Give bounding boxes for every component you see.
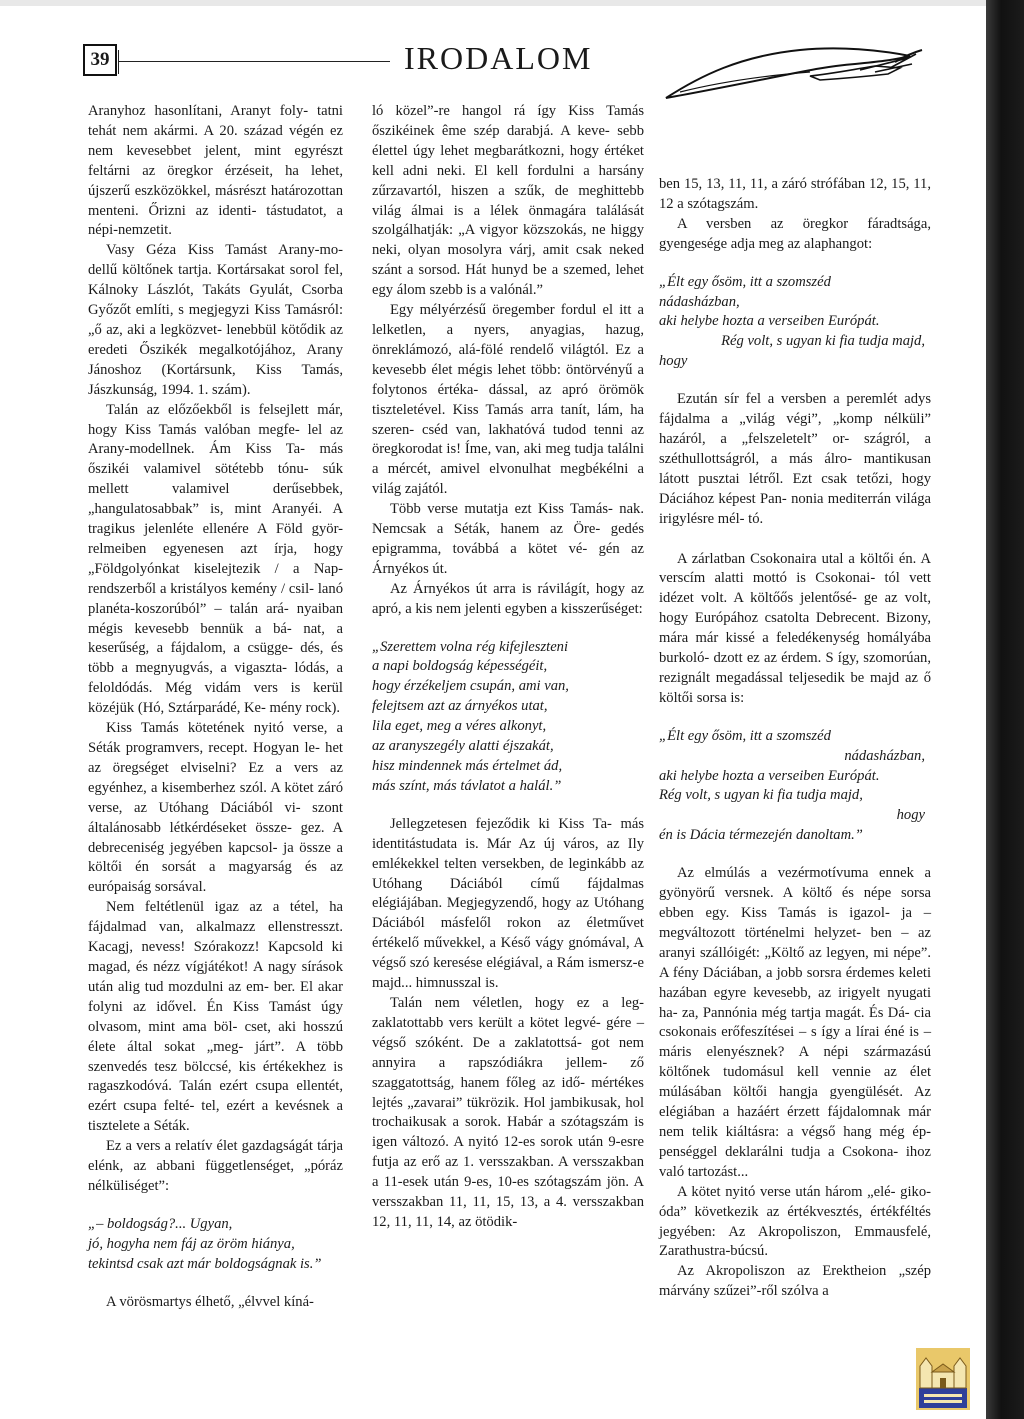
- paragraph: Ez a vers a relatív élet gazdagságát tárja elénk, az abbani függetlenséget, „póráz nélküliséget”:: [88, 1138, 343, 1194]
- paragraph: ben 15, 13, 11, 11, a záró strófában 12, 15, 11, 12 a szótagszám.: [659, 176, 931, 212]
- poem-line: jó, hogyha nem fáj az öröm hiánya,: [88, 1235, 295, 1252]
- paragraph: Talán az előzőekből is felsejlett már, hogy Kiss Tamás valóban megfe- lel az Arany-modellnek. Ám Kiss Ta- más őszikéi valamivel sötétebb tónu- súk mellett valamivel derűsebbek, „hangulatosabbak” is, mint Aranyéi. A tragikus jelenléte ellenére A Föld györ- relmeiben egyenesen azt írja, hogy „Földgolyónkat kiselejtezik / a Nap- rendszerből a kristályos kemény / csil- lanó planéta-koszorúból” – talán ará- nyaiban mégis kevesebb bennük a bá- nat, a keserűség, a fájdalom, a csügge- dés, és több a megnyugvás, a vigaszta- lódás, a feloldódás. Még vidám vers is kerül közéjük (Hó, Sztárparádé, Ke- mény rock).: [88, 401, 343, 717]
- quill-pen-icon: [660, 46, 925, 106]
- paragraph: Jellegzetesen fejeződik ki Kiss Ta- más identitástudata is. Már Az új város, az Ily emlékekkel telten versekben, de leginkább az Utóhang Dáciából című fájdalmas elégiájában. Megjegyzendő, hogy az Utóhang Dáciából másfelől rokon az életművet értékelő művekkel, a Késő vágy gnómával, A végső szó keresése elégiával, a Rám ismersz-e majd... himnusszal is.: [372, 815, 644, 992]
- poem-line: aki helybe hozta a verseiben Európát.: [659, 767, 880, 784]
- header-rule: [118, 61, 390, 62]
- poem-line: aki helybe hozta a verseiben Európát.: [659, 313, 880, 330]
- poem-quote: [88, 1215, 343, 1275]
- paragraph: Talán nem véletlen, hogy ez a leg- zaklatottabb vers került a kötet legvé- gére – végső szóként. De a zaklatottsá- got nem annyira a rapszódiákra jellem- ző szaggatottság, hanem főleg az idő- mértékes lejtés „zavarai” tükrözik. Hol jambikusak, hol trochaikusak a sorok. Habár a szótagszám is igen változó. A nyitó 12-es sorok után 9-esre futja az erő az 1. versszakban. A versszakban a 11-esek után 9-es, 10-es szótagszám jön. A versszakban 11, 11, 15, 13, a 4. versszakban 12, 11, 11, 14, az ötödik-: [372, 994, 644, 1230]
- poem-line: „Élt egy ősöm, itt a szomszéd: [659, 273, 831, 290]
- page-number: 39: [83, 44, 117, 76]
- scan-dark-edge: [986, 0, 1024, 1419]
- poem-line: tekintsd csak azt már boldogságnak is.”: [88, 1255, 322, 1272]
- poem-line: Rég volt, s ugyan ki fia tudja majd,: [721, 333, 925, 350]
- poem-line: Rég volt, s ugyan ki fia tudja majd,: [659, 787, 863, 804]
- poem-line: „– boldogság?... Ugyan,: [88, 1215, 233, 1232]
- poem-line: hogy érzékeljem csupán, ami van,: [372, 678, 569, 695]
- paragraph: Vasy Géza Kiss Tamást Arany-mo- dellű költőnek tartja. Kortársakat sorol fel, Kálnoky Lászlót, Takáts Gyulát, Csorba Győzőt említi, s megjegyzi Kiss Tamásról: „ő az, aki a legközvet- lenebbül kötődik az eredeti Őszikék megalkotójához, Arany Jánoshoz (Kortársunk, Kiss Tamás, Jászkunság, 1994. 1. szám).: [88, 242, 343, 398]
- poem-line: „Szerettem volna rég kifejleszteni: [372, 638, 569, 655]
- paragraph: Kiss Tamás kötetének nyitó verse, a Séták programvers, recept. Hogyan le- het az öregséget elviselni? Ez a vers az egyénhez, a kisemberhez szól. A kötet záró verse, az Utóhang Dáciából vi- szont általánosabb létkérdéseket össze- gez. A debreceniség jegyében kapcsol- ja össze a költői én sorsát a magyarság és az európaiság sorsával.: [88, 720, 343, 896]
- poem-line: az aranyszegély alatti éjszakát,: [372, 738, 554, 755]
- poem-line: én is Dácia térmezején danoltam.”: [659, 827, 863, 844]
- paragraph: Az Árnyékos út arra is rávilágít, hogy az apró, a kis nem jelenti egyben a kisszerűséget:: [372, 580, 644, 617]
- scan-top-margin: [0, 0, 1024, 6]
- paragraph: Nem feltétlenül igaz az a tétel, ha fájdalmad van, alkalmazz ellenstresszt. Kacagj, nevess! Szórakozz! Kapcsold ki magad, és nézz vígjátékot! A nagy sírások után alig tud mozdulni az em- ber. El akar folyni az idővel. Én Kiss Tamást úgy olvasom, mint ama böl- cset, aki hosszú élete által sokat „meg- járt”. A több szenvedés tesz bölccsé, kis értékekhez is ragaszkodóvá. Talán ezért csupa ellentét, ezért csupa felté- tel, ezért a kevésnek a tisztelete a Séták.: [88, 899, 343, 1135]
- poem-line: hisz mindennek más értelmet ád,: [372, 758, 563, 774]
- paragraph: ló közel”-re hangol rá így Kiss Tamás őszikéinek ême szép darabjá. A keve- sebb élettel úgy lehet megbarátkozni, hogy értéket kell adni neki. El kell fordulni a harsány zűrzavartól, hiszen a szűk, de meghittebb világ álmai is a lélek önmagára találását szolgálhatják: „A vigyor közszokás, ne higgy neki, olyan mosolyra várj, amit csak neked szánt a sorsod. Hát hunyd be a szemed, lehet egy álom szebb is a valónál.”: [372, 103, 644, 299]
- text-column-3: [659, 175, 931, 1302]
- poem-quote: [372, 638, 644, 797]
- paragraph: Aranyhoz hasonlítani, Aranyt foly- tatni tehát nem akármi. A 20. század végén ez nem kevesebbet jelent, mint egyrészt feltárni az öregkor érzéseit, ha lehet, újszerű eszközökkel, másrészt határozottan menteni. Őrizni az identi- tástudatot, a népi-nemzetit.: [88, 103, 343, 239]
- paragraph: Az Akropoliszon az Erektheion „szép márvány szűzei”-ről szólva a: [659, 1263, 931, 1300]
- paragraph: Egy mélyérzésű öregember fordul el itt a lelketlen, a nyers, anyagias, hazug, önreklámozó, alá-fölé rendelő világtól. Ez a kevesebb élet mégis lehet több: öntörvényű a folytonos értéka- dással, az apró örömök tiszteletével. Kiss Tamás arra tanít, lám, ha szeren- cséd van, lakhatóvá tudod tenni az öregkorodat is! Íme, van, aki meg tudja találni a mércét, amivel elvonulhat megbékélni a világ zajától.: [372, 302, 644, 498]
- paragraph: Az elmúlás a vezérmotívuma ennek a gyönyörű versnek. A költő és népe sorsa ebben egy. Kiss Tamás is igazol- ja – megváltozott történelmi helyzet- ben – az aranyi szállóigét: „Költő az legyen, mi népe”. A fény Dáciában, a jobb sorsra érdemes keleti hazában egyre kevesebb, az irigyelt nyugati ha- za, Pannónia még tartja magát. És Dá- cia csokonais erőfeszítései – s így a lírai éné is – máris elenyésznek? A népi származású költőnek tudomásul kell vennie az élet múlásában költői hangja gyengülését. Az elégiában a hazáért érzett fájdalomnak már nem telik kiáltásra: a végső hang még ép- penséggel deklarálni tudja a Csokona- ihoz való tartozást...: [659, 865, 931, 1180]
- poem-quote: [659, 273, 931, 373]
- poem-line: felejtsem azt az árnyékos utat,: [372, 698, 548, 715]
- paragraph: A zárlatban Csokonaira utal a költői én. A verscím alatti mottó is Csokonai- tól vett idézet volt. A költőős jelentősé- ge az volt, hogy Európához csatolta Debrecent. Bizony, mára már kissé a feledékenység homályába burkoló- dzott ez az érdem. S így, szomorúan, rezignált megadással teljesedik be majd az ő költői sorsa is:: [659, 550, 931, 706]
- poem-line: hogy: [896, 807, 925, 824]
- poem-line: nádasházban,: [844, 747, 925, 764]
- poem-line: „Élt egy ősöm, itt a szomszéd: [659, 727, 831, 744]
- paragraph: A kötet nyitó verse után három „elé- giko-óda” következik az értékvesztés, értékféltés jegyében: Az Akropoliszon, Emmausfelé, Zarathustra-búcsú.: [659, 1183, 931, 1260]
- poem-quote: [659, 727, 931, 846]
- poem-line: hogy: [659, 353, 688, 370]
- text-column-1: [88, 102, 343, 1312]
- poem-line: nádasházban,: [659, 293, 740, 310]
- poem-line: más színt, más távlatot a halál.”: [372, 777, 562, 794]
- library-seal-icon: [916, 1348, 970, 1410]
- paragraph: Ezután sír fel a versben a peremlét adys fájdalma a „világ végi”, „komp nélküli” hazáról, a „felszeletelt” or- szágról, a széthullottságról, a más álro- mantikusan látott pusztai létről. Ezt csak tetőzi, hogy Dáciához képest Pan- nonia mediterrán világa irigylésre mél- tó.: [659, 391, 931, 527]
- text-column-2: [372, 102, 644, 1233]
- paragraph: A versben az öregkor fáradtsága, gyengesége adja meg az alaphangot:: [659, 215, 931, 252]
- paragraph: Több verse mutatja ezt Kiss Tamás- nak. Nemcsak a Séták, hanem az Öre- gedés epigramma, továbbá a kötet vé- gén az Árnyékos út.: [372, 501, 644, 577]
- section-title: IRODALOM: [404, 40, 593, 76]
- poem-line: lila eget, meg a véres alkonyt,: [372, 718, 547, 735]
- paragraph: A vörösmartys élhető, „élvvel kíná-: [106, 1293, 314, 1310]
- poem-line: a napi boldogság képességéit,: [372, 658, 548, 675]
